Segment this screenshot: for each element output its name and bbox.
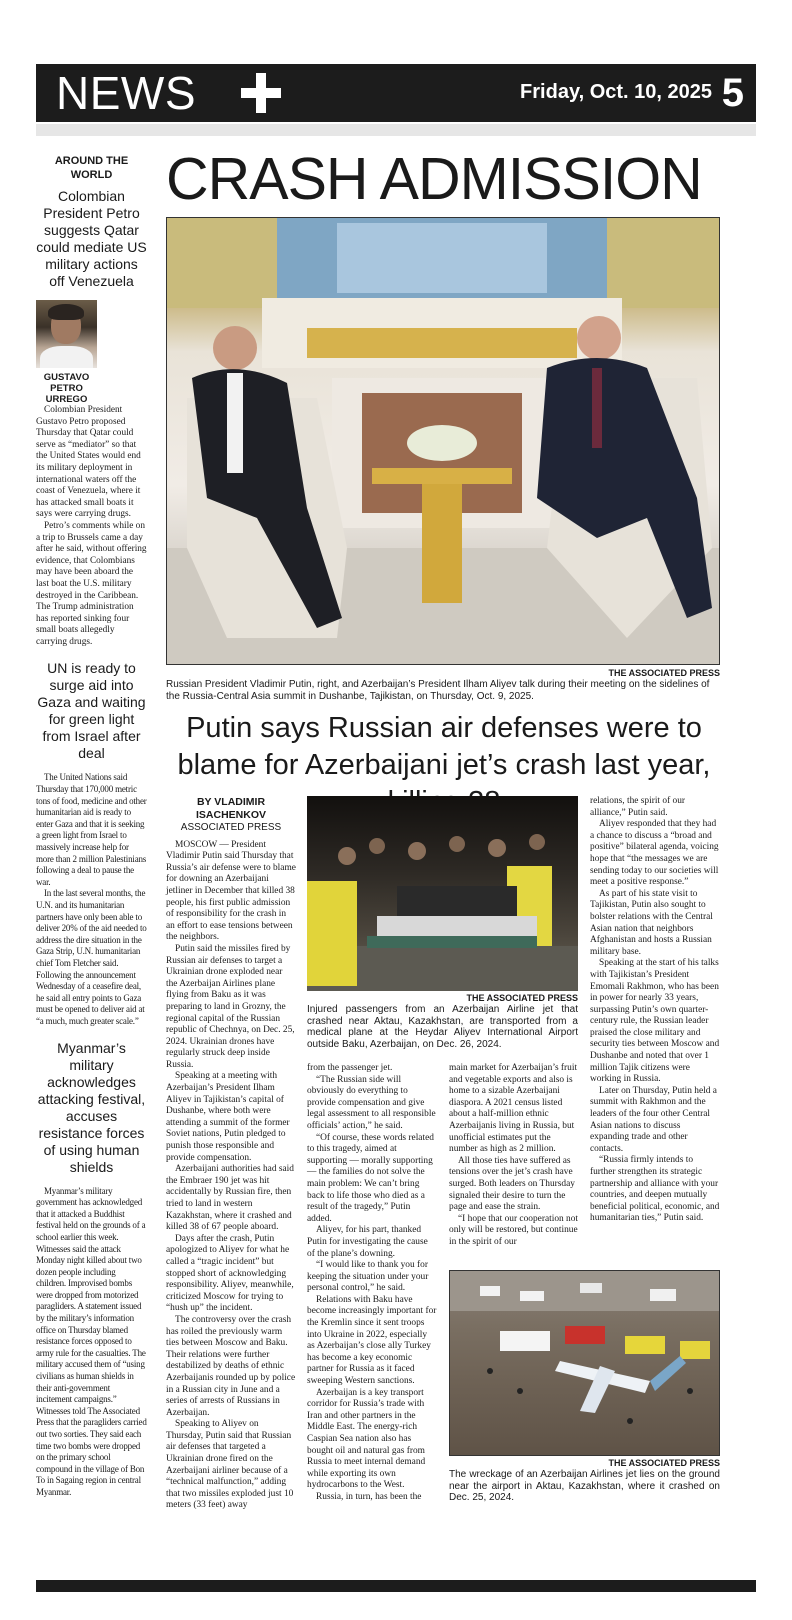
paragraph: Aliyev responded that they had a chance to discuss a “broad and positive” bilateral agenda, voicing hope that “the messages we are sending today to our societies will meet a positive response.”	[590, 819, 719, 888]
photo1-credit: THE ASSOCIATED PRESS	[608, 668, 720, 678]
paragraph: Aliyev, for his part, thanked Putin for investigating the cause of the plane’s downing.	[307, 1225, 428, 1259]
story-column-1	[166, 796, 296, 1512]
byline: BY VLADIMIR ISACHENKOV	[195, 796, 266, 821]
paragraph: “Of course, these words related to this tragedy, aimed at supporting — morally supporting — the families do not solve the main problem: We can’t bring back to life those who died as a result of the tragedy,” Putin added.	[307, 1132, 434, 1224]
paragraph: Petro’s comments while on a trip to Brussels came a day after he said, without offering evidence, that Colombians may have been aboard the last boat the U.S. military destroyed in the Caribbean. The Trump administration has reported sinking four small boats allegedly carrying drugs.	[36, 520, 147, 647]
sidebar-story-myanmar	[36, 1186, 147, 1499]
masthead-divider	[36, 124, 756, 136]
sidebar-story-gaza	[36, 772, 147, 1027]
paragraph: Relations with Baku have become increasingly important for the Kremlin since it sent troops into Ukraine in 2022, especially as Azerbaijan’s close ally Turkey has become a key economic partner for Russia as it faced sweeping Western sanctions.	[307, 1294, 437, 1387]
evacuation-illustration	[307, 796, 578, 991]
paragraph: main market for Azerbaijan’s fruit and vegetable exports and also is home to a sizable Azerbaijani diaspora. A 2021 census listed about a half-million ethnic Azerbaijanis living in Russia, but unofficial estimates put the number as high as 2 million.	[449, 1063, 578, 1155]
paragraph: Speaking at a meeting with Azerbaijan’s President Ilham Aliyev in Tajikistan’s capital of Dushanbe, where both were attending a summit of the former Soviet nations, Putin pledged to punish those responsible and provide compensation.	[166, 1071, 290, 1163]
around-the-world-sidebar	[36, 154, 147, 1499]
sidebar-headline-gaza: UN is ready to surge aid into Gaza and waiting for green light from Israel after deal	[37, 660, 146, 762]
photo2-caption: Injured passengers from an Azerbaijan Airline jet that crashed near Aktau, Kazakhstan, are transported from a medical plane at the Heydar Aliyev International Airport outside Baku, Azerbaijan, on Dec. 26, 2024.	[307, 1004, 578, 1050]
paragraph: Myanmar’s military government has acknowledged that it attacked a Buddhist festival held on the grounds of a school earlier this week. Witnesses said the attack Monday night killed about two dozen people including children. Improvised bombs were dropped from motorized paragliders. A statement issued by the military’s information office on Thursday blamed resistance forces opposed to army rule for the casualties. The military accused them of “using civilians as human shields in their anti-government incitement campaigns.” Witnesses told The Associated Press that the paragliders carried out two sorties. They said each time two bombs were dropped on the primary school compound in the village of Bon To in Sagaing region in central Myanmar.	[36, 1185, 147, 1497]
photo2-credit: THE ASSOCIATED PRESS	[466, 993, 578, 1003]
paragraph: Azerbaijan is a key transport corridor for Russia’s trade with Iran and other partners in the Middle East. The energy-rich Caspian Sea nation also has bought oil and natural gas from Russia to meet internal demand while exporting its own hydrocarbons to the West.	[307, 1387, 426, 1491]
page-headline: CRASH ADMISSION	[166, 146, 702, 212]
photo3-credit: THE ASSOCIATED PRESS	[608, 1458, 720, 1468]
injured-passengers-photo	[307, 796, 578, 991]
plus-icon	[241, 73, 281, 113]
paragraph: Speaking at the start of his talks with Tajikistan’s President Emomali Rakhmon, who has been in power for nearly 33 years, surpassing Putin’s own quarter-century rule, the Russian leader praised the close military and security ties between Moscow and Dushanbe and noted that over 1 million Tajik citizens were working in Russia.	[590, 958, 720, 1085]
paragraph: Later on Thursday, Putin held a summit with Rakhmon and the leaders of the four other Central Asian nations to discuss expanding trade and other contacts.	[590, 1085, 717, 1154]
paragraph: The United Nations said Thursday that 170,000 metric tons of food, medicine and other humanitarian aid is ready to enter Gaza and that it is seeking a green light from Israel to massively increase help for more than 2 million Palestinians following a deal to pause the war.	[36, 772, 147, 887]
paragraph: Speaking to Aliyev on Thursday, Putin said that Russian air defenses that targeted a Ukrainian drone fired on the Azerbaijani airliner because of a “technical malfunction,” adding that two missiles exploded just 10 meters (33 feet) away	[166, 1419, 294, 1511]
masthead	[36, 64, 756, 122]
petro-photo	[36, 300, 97, 368]
wreckage-illustration	[450, 1271, 719, 1455]
footer-bar	[36, 1580, 756, 1592]
brand-logo: NEWS	[56, 67, 196, 119]
putin-aliyev-photo	[166, 217, 720, 665]
byline-agency: ASSOCIATED PRESS	[180, 822, 282, 833]
mugshot-name: GUSTAVO PETRO URREGO	[43, 372, 90, 405]
crash-wreckage-photo	[449, 1270, 720, 1456]
paragraph: Azerbaijani authorities had said the Embraer 190 jet was hit accidentally by Russian fire, then tried to land in western Kazakhstan, where it crashed and killed 38 of 67 people aboard.	[166, 1164, 294, 1233]
paragraph: As part of his state visit to Tajikistan, Putin also sought to bolster relations with the Central Asian nation that neighbors Afghanistan and hosts a Russian military base.	[590, 888, 713, 957]
meeting-illustration	[167, 218, 719, 664]
page-number: 5	[721, 71, 744, 115]
paragraph: from the passenger jet.	[307, 1063, 393, 1073]
paragraph: “The Russian side will obviously do everything to provide compensation and give legal assessment to all responsible officials’ action,” he said.	[307, 1074, 436, 1131]
paragraph: relations, the spirit of our alliance,” Putin said.	[590, 796, 686, 818]
paragraph: Russia, in turn, has been the	[316, 1491, 422, 1502]
story-subheadline: Putin says Russian air defenses were to blame for Azerbaijani jet’s crash last year,	[177, 712, 711, 781]
story-column-2	[307, 1063, 437, 1504]
paragraph: “I hope that our cooperation not only will be restored, but continue in the spirit of our	[449, 1213, 579, 1247]
sidebar-headline-petro: Colombian President Petro suggests Qatar could mediate US military actions off Venezuela	[36, 188, 147, 289]
paragraph: Putin said the missiles fired by Russian air defenses to target a Ukrainian drone exploded near the Azerbaijan Airlines plane flying from Baku as it was preparing to land in Grozny, the regional capital of the Russian republic of Chechnya, on Dec. 25, 2024. Ukrainian drones have regularly struck deep inside Russia.	[166, 943, 295, 1070]
paragraph: “I would like to thank you for keeping the situation under your personal control,” he said.	[307, 1260, 429, 1294]
paragraph: In the last several months, the U.N. and its humanitarian partners have only been able to deliver 20% of the aid needed to address the dire situation in the Gaza Strip, U.N. humanitarian chief Tom Fletcher said. Following the announcement Wednesday of a ceasefire deal, he said all entry points to Gaza must be opened to deliver aid at “a much, much greater scale.”	[36, 888, 147, 1026]
paragraph: MOSCOW — President Vladimir Putin said Thursday that Russia’s air defense were to blame for downing an Azerbaijani jetliner in December that killed 38 people, his first public admission of responsibility for the crash in an effort to ease tensions between the neighbors.	[166, 839, 296, 943]
story-column-4	[590, 796, 720, 1225]
photo1-caption: Russian President Vladimir Putin, right, and Azerbaijan’s President Ilham Aliyev talk during their meeting on the sidelines of the Russia-Central Asia summit in Dushanbe, Tajikistan, on Thursday, Oct. 9, 2025.	[166, 679, 710, 702]
paragraph: Days after the crash, Putin apologized to Aliyev for what he called a “tragic incident” but stopped short of acknowledging responsibility. Aliyev, meanwhile, criticized Moscow for trying to “hush up” the incident.	[166, 1233, 294, 1314]
mugshot	[36, 300, 97, 405]
paragraph: The controversy over the crash has roiled the previously warm ties between Moscow and Baku. Their relations were further destabilized by deaths of ethnic Azerbaijanis rounded up by police in a Russian city in June and a series of arrests of Russians in Azerbaijan.	[166, 1314, 296, 1418]
paragraph: “Russia firmly intends to further strengthen its strategic partnership and alliance with your countries, and deepen mutually beneficial political, economic, and humanitarian ties,” Putin said.	[590, 1155, 720, 1224]
sidebar-headline-myanmar: Myanmar’s military acknowledges attacking festival, accuses resistance forces of using human shields	[37, 1039, 146, 1175]
story-column-3	[449, 1063, 579, 1249]
photo3-caption: The wreckage of an Azerbaijan Airlines jet lies on the ground near the airport in Aktau, Kazakhstan, where it crashed on Dec. 25, 2024.	[449, 1469, 720, 1503]
paragraph: All those ties have suffered as tensions over the jet’s crash have surged. Both leaders on Thursday signaled their desire to turn the page and ease the strain.	[449, 1155, 575, 1213]
sidebar-kicker: AROUND THE WORLD	[54, 155, 129, 181]
sidebar-story-petro	[36, 300, 147, 648]
issue-date: Friday, Oct. 10, 2025	[520, 81, 712, 103]
paragraph: Colombian President Gustavo Petro proposed Thursday that Qatar could serve as “mediator” so that the United States would end its military deployment in international waters off the coast of Venezuela, where it has attacked small boats it says were carrying drugs.	[36, 405, 141, 520]
